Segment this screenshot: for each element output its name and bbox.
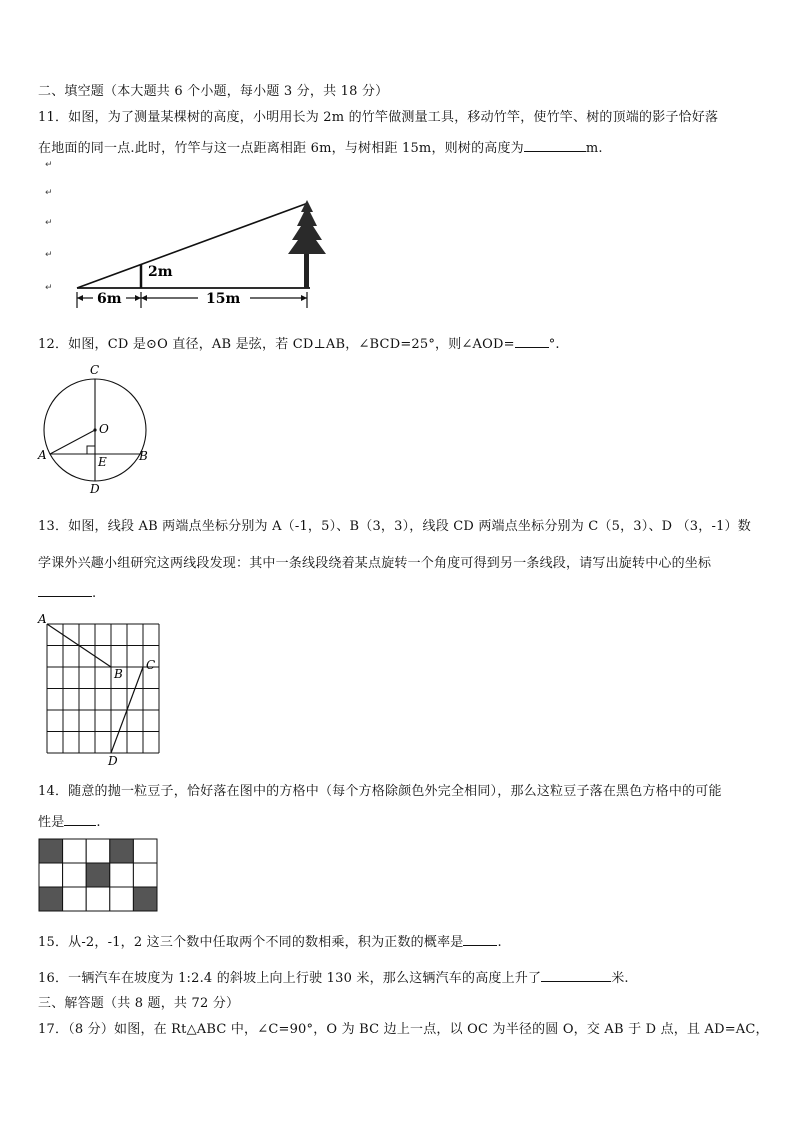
question-12-text: 12．如图，CD 是⊙O 直径，AB 是弦，若 CD⊥AB，∠BCD=25°，则∠AOD= [38, 337, 515, 352]
label-B: B [139, 449, 148, 463]
grid-cell-white [110, 863, 134, 887]
grid-cell-white [39, 863, 63, 887]
label-O: O [99, 422, 109, 436]
grid-cell-white [63, 839, 87, 863]
label-B: B [114, 667, 123, 681]
question-11-text: 在地面的同一点.此时，竹竿与这一点距离相距 6m，与树相距 15m，则树的高度为 [38, 141, 524, 156]
question-11-line-2 [38, 137, 603, 156]
question-13-line-3 [38, 584, 96, 601]
section-heading: 三、解答题（共 8 题，共 72 分） [38, 996, 240, 1011]
grid-cell-white [63, 863, 87, 887]
grid-cell-black [133, 887, 157, 911]
paragraph-mark: ↵ [45, 160, 53, 170]
label-D: D [108, 754, 118, 768]
question-13-line-2: 学课外兴趣小组研究这两线段发现：其中一条线段绕着某点旋转一个角度可得到另一条线段，请写出旋转中心的坐标 [38, 556, 712, 571]
question-14-line-1: 14．随意的抛一粒豆子，恰好落在图中的方格中（每个方格除颜色外完全相同），那么这粒豆子落在黑色方格中的可能 [38, 784, 722, 799]
grid-figure [35, 610, 165, 768]
grid-cell-white [63, 887, 87, 911]
paragraph-mark: ↵ [45, 283, 53, 293]
bean-grid-figure [38, 838, 158, 912]
answer-blank [64, 813, 96, 826]
answer-blank [515, 335, 549, 348]
answer-blank [463, 933, 497, 946]
grid-cell-white [133, 839, 157, 863]
answer-blank [524, 139, 586, 152]
paragraph-mark: ↵ [45, 218, 53, 228]
label-C: C [146, 658, 156, 672]
grid-cell-white [86, 839, 110, 863]
question-14-period: . [96, 815, 101, 830]
grid-cell-white [86, 887, 110, 911]
grid-cell-black [86, 863, 110, 887]
question-16-unit: 米. [611, 971, 629, 986]
label-D: D [90, 482, 100, 496]
grid-cell-white [110, 887, 134, 911]
circle-figure [35, 360, 155, 498]
question-15-line-1 [38, 931, 502, 950]
answer-blank [38, 584, 92, 597]
question-11-unit: m. [585, 141, 603, 156]
question-13-period: . [92, 586, 97, 601]
grid-cell-black [110, 839, 134, 863]
question-12-unit: °. [548, 337, 560, 352]
question-11-line-1: 11．如图，为了测量某棵树的高度，小明用长为 2m 的竹竿做测量工具，移动竹竿，使竹竿、树的顶端的影子恰好落 [38, 110, 719, 125]
question-13-line-1: 13．如图，线段 AB 两端点坐标分别为 A（-1，5）、B（3，3），线段 CD 两端点坐标分别为 C（5，3）、D （3，-1）数 [38, 519, 751, 534]
label-A: A [38, 612, 47, 626]
grid-cell-white [133, 863, 157, 887]
label-E: E [98, 455, 107, 469]
question-15-text: 15．从-2，-1，2 这三个数中任取两个不同的数相乘，积为正数的概率是 [38, 935, 464, 950]
question-14-line-2 [38, 811, 101, 830]
tree-measurement-figure [60, 190, 340, 320]
distance-6m-label: 6m [97, 291, 122, 307]
question-16-line-1 [38, 967, 629, 986]
grid-cell-black [39, 839, 63, 863]
question-15-period: . [497, 935, 502, 950]
question-17-line-1: 17．（8 分）如图，在 Rt△ABC 中，∠C=90°，O 为 BC 边上一点，以 OC 为半径的圆 O，交 AB 于 D 点，且 AD=AC， [38, 1022, 769, 1037]
question-16-text: 16．一辆汽车在坡度为 1:2.4 的斜坡上向上行驶 130 米，那么这辆汽车的高度上升了 [38, 971, 542, 986]
label-C: C [90, 363, 100, 377]
label-A: A [38, 448, 47, 462]
answer-blank [541, 969, 611, 982]
paragraph-mark: ↵ [45, 250, 53, 260]
section-heading: 二、填空题（本大题共 6 个小题，每小题 3 分，共 18 分） [38, 84, 389, 99]
paragraph-mark: ↵ [45, 188, 53, 198]
question-12-line-1 [38, 333, 560, 352]
pole-label: 2m [148, 264, 173, 280]
grid-cell-black [39, 887, 63, 911]
distance-15m-label: 15m [206, 291, 241, 307]
question-14-text: 性是 [38, 815, 65, 830]
